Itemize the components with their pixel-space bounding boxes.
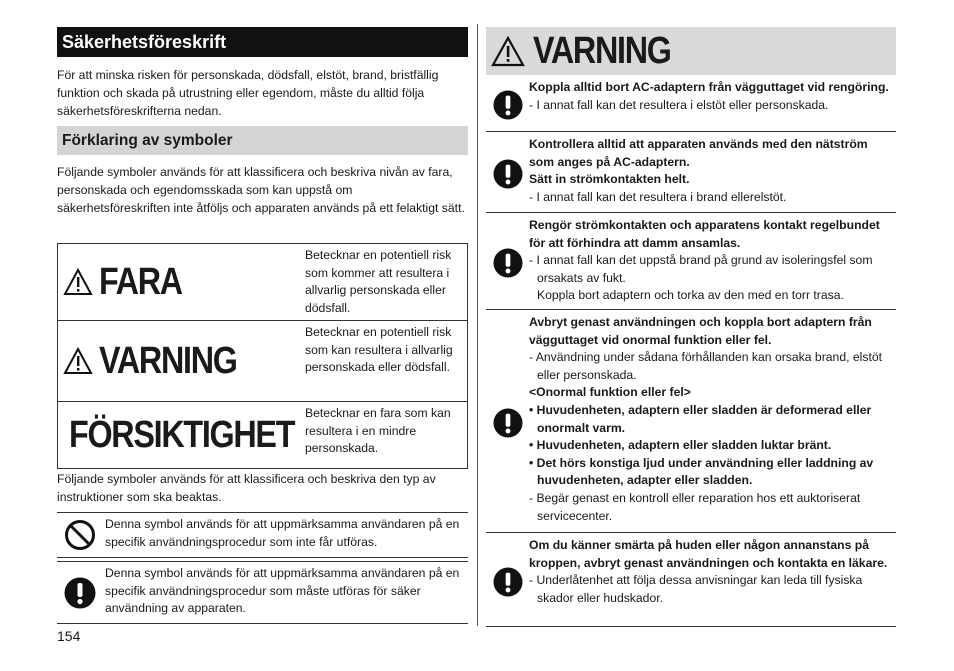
page-number: 154 [57, 628, 81, 644]
symbol-row [57, 512, 468, 558]
warning-triangle-icon [491, 36, 525, 67]
warning-triangle-icon [63, 347, 93, 375]
mandatory-action-icon [493, 159, 523, 189]
item-consequence: - Underlåtenhet att följa dessa anvisningar kan leda till fysiska skador eller hudskador. [529, 573, 863, 605]
item-instruction: Kontrollera alltid att apparaten används med den nätström som anges på AC-adaptern. [529, 137, 868, 169]
warning-item [486, 213, 896, 310]
item-consequence: - I annat fall kan det resultera i elstöt eller personskada. [529, 97, 829, 112]
explain-text: Följande symboler används för att klassificera och beskriva nivån av fara, personskada och egendomsskada som kan uppstå om säkerhetsföreskriften inte åtföljs och apparaten används på ett felaktigt sätt. [57, 165, 465, 215]
item-instruction: Avbryt genast användningen och koppla bort adaptern från vägguttaget vid onormal funktion eller fel. [529, 315, 872, 347]
item-consequence-cont: Koppla bort adaptern och torka av den med en torr trasa. [537, 288, 844, 303]
subsection-title: Förklaring av symboler [57, 126, 468, 155]
item-instruction: Sätt in strömkontakten helt. [529, 172, 690, 187]
follow-text: Följande symboler används för att klassificera och beskriva den typ av instruktioner som ska beaktas. [57, 472, 436, 504]
item-bullet: • Huvudenheten, adaptern eller sladden är deformerad eller onormalt varm. [529, 402, 872, 435]
warning-header [486, 27, 896, 75]
symbol-table [57, 512, 468, 624]
item-consequence: - I annat fall kan det uppstå brand på grund av isoleringsfel som orsakats av fukt. [529, 253, 873, 285]
signal-row-caution [57, 401, 468, 469]
signal-desc: Betecknar en potentiell risk som kommer att resultera i allvarlig personskada eller dödsfall. [305, 248, 452, 315]
item-consequence: - Begär genast en kontroll eller reparation hos ett auktoriserat servicecenter. [529, 490, 861, 523]
prohibition-icon [64, 519, 96, 551]
signal-word: VARNING [99, 339, 237, 382]
warning-item [486, 533, 896, 627]
signal-word: FÖRSIKTIGHET [69, 413, 295, 456]
symbol-desc: Denna symbol används för att uppmärksamma användaren på en specifik användningsprocedur som inte får utföras. [105, 517, 460, 549]
warning-title: VARNING [533, 29, 671, 72]
item-bullet: • Huvudenheten, adaptern eller sladden luktar bränt. [529, 438, 832, 453]
signal-word-table [57, 243, 468, 469]
item-subheading: <Onormal funktion eller fel> [529, 385, 691, 400]
warning-item [486, 79, 896, 132]
signal-word: FARA [99, 260, 182, 303]
item-instruction: Om du känner smärta på huden eller någon annanstans på kroppen, avbryt genast användningen och kontakta en läkare. [529, 538, 888, 570]
signal-desc: Betecknar en potentiell risk som kan resultera i allvarlig personskada eller dödsfall. [305, 325, 453, 374]
intro-text: För att minska risken för personskada, dödsfall, elstöt, brand, bristfällig funktion och skada på utrustning eller egendom, måste du alltid följa säkerhetsföreskrifterna nedan. [57, 68, 439, 118]
warning-items [486, 79, 896, 627]
item-instruction: Rengör strömkontakten och apparatens kontakt regelbundet för att förhindra att damm ansamlas. [529, 218, 880, 250]
warning-item [486, 310, 896, 533]
mandatory-action-icon [493, 408, 523, 438]
signal-desc: Betecknar en fara som kan resultera i en mindre personskada. [305, 406, 451, 455]
mandatory-action-icon [493, 567, 523, 597]
symbol-desc: Denna symbol används för att uppmärksamma användaren på en specifik användningsprocedur som måste utföras för säker användning av apparaten. [105, 566, 460, 615]
mandatory-action-icon [493, 90, 523, 120]
warning-triangle-icon [63, 268, 93, 296]
column-divider [477, 24, 478, 626]
mandatory-action-icon [64, 577, 96, 609]
signal-row-danger [57, 243, 468, 320]
item-instruction: Koppla alltid bort AC-adaptern från vägguttaget vid rengöring. [529, 80, 889, 94]
symbol-row [57, 561, 468, 624]
item-bullet: • Det hörs konstiga ljud under användning eller laddning av huvudenheten, adapter eller sladden. [529, 455, 874, 488]
item-consequence: - Användning under sådana förhållanden kan orsaka brand, elstöt eller personskada. [529, 350, 883, 382]
signal-row-warning [57, 320, 468, 401]
section-title: Säkerhetsföreskrift [57, 27, 468, 57]
item-consequence: - I annat fall kan det resultera i brand ellerelstöt. [529, 189, 787, 204]
warning-item [486, 132, 896, 213]
mandatory-action-icon [493, 248, 523, 278]
